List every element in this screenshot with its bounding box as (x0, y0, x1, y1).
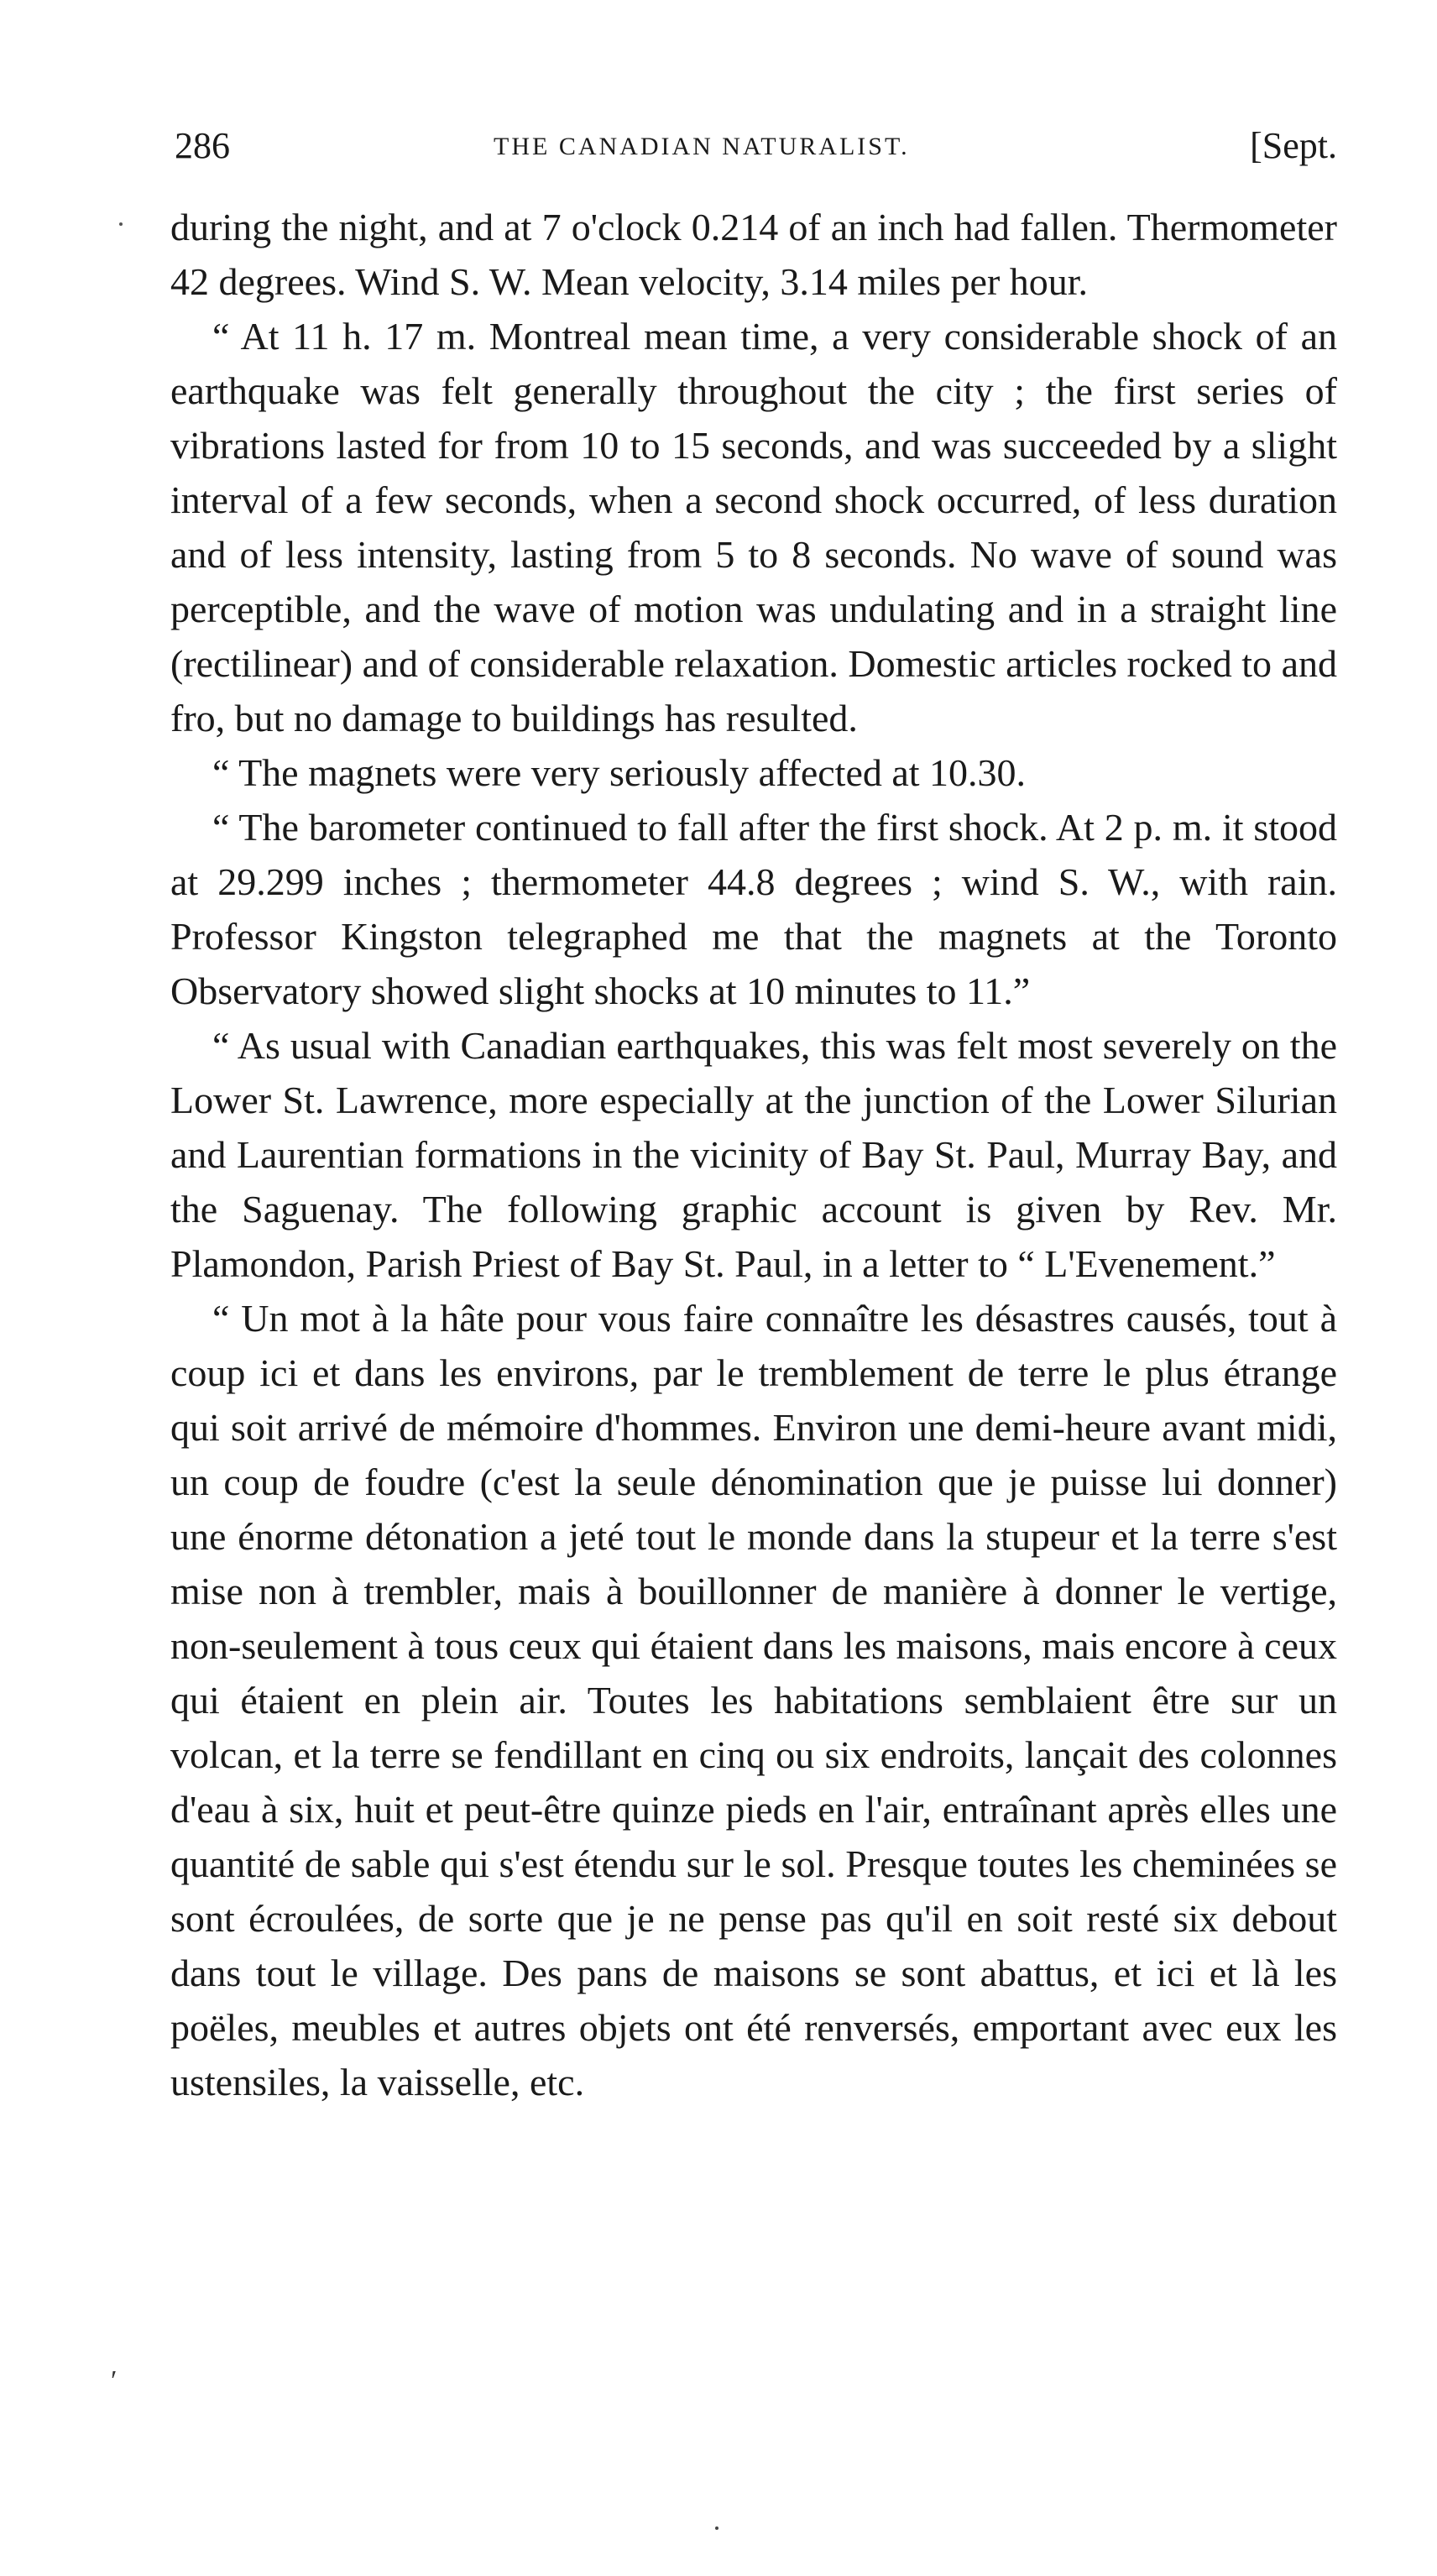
margin-dot (119, 222, 123, 226)
paragraph-magnets: “ The magnets were very seriously affected at 10.30. (212, 751, 1027, 794)
page-number: 286 (175, 125, 230, 166)
footer-dot (715, 2526, 718, 2530)
month-label: [Sept. (1250, 125, 1337, 166)
paragraph-french-letter: “ Un mot à la hâte pour vous faire connaître les désastres causés, tout à coup ici et dans les environs, par le tremblement de terre le plus étrange qui soit arrivé de mémoire d'hommes. Environ une demi-heure avant midi, un coup de foudre (c'est la seule dénomination que je puisse lui donner) une énorme détonation a jeté tout le monde dans la stupeur et la terre s'est mise non à trembler, mais à bouillonner de manière à donner le vertige, non-seulement à tous ceux qui étaient dans les maisons, mais encore à ceux qui étaient en plein air. Toutes les habitations semblaient être sur un volcan, et la terre se fendillant en cinq ou six endroits, lançait des colonnes d'eau à six, huit et peut-être quinze pieds en l'air, entraînant après elles une quantité de sable qui s'est étendu sur le sol. Presque toutes les cheminées se sont écroulées, de sorte que je ne pense pas qu'il en soit resté six debout dans tout le village. Des pans de maisons se sont abattus, et ici et là les poëles, meubles et autres objets ont été renversés, emportant avec eux les ustensiles, la vaisselle, etc. (170, 1297, 1337, 2103)
paragraph-barometer: “ The barometer continued to fall after the first shock. At 2 p. m. it stood at 29.299 inches ; thermometer 44.8 degrees ; wind S. W., with rain. Professor Kingston telegraphed me that the magnets at the Toronto Observatory showed slight shocks at 10 minutes to 11.” (170, 806, 1337, 1012)
running-head (175, 118, 1337, 176)
paragraph-canadian-earthquakes: “ As usual with Canadian earthquakes, this was felt most severely on the Lower St. Lawrence, more especially at the junction of the Lower Silurian and Laurentian formations in the vicinity of Bay St. Paul, Murray Bay, and the Saguenay. The following graphic account is given by Rev. Mr. Plamondon, Parish Priest of Bay St. Paul, in a letter to “ L'Evenement.” (170, 1024, 1337, 1285)
paragraph-earthquake-shock: “ At 11 h. 17 m. Montreal mean time, a very considerable shock of an earthquake was felt generally throughout the city ; the first series of vibrations lasted for from 10 to 15 seconds, and was succeeded by a slight interval of a few seconds, when a second shock occurred, of less duration and of less intensity, lasting from 5 to 8 seconds. No wave of sound was perceptible, and the wave of motion was undulating and in a straight line (rectilinear) and of considerable relaxation. Domestic articles rocked to and fro, but no damage to buildings has resulted. (170, 315, 1337, 739)
body-text (170, 200, 1337, 2109)
paragraph-continuation: during the night, and at 7 o'clock 0.214 of an inch had fallen. Thermometer 42 degrees. Wind S. W. Mean velocity, 3.14 miles per hour. (170, 206, 1337, 303)
margin-mark: ′ (111, 2365, 118, 2396)
journal-title: THE CANADIAN NATURALIST. (494, 133, 910, 160)
